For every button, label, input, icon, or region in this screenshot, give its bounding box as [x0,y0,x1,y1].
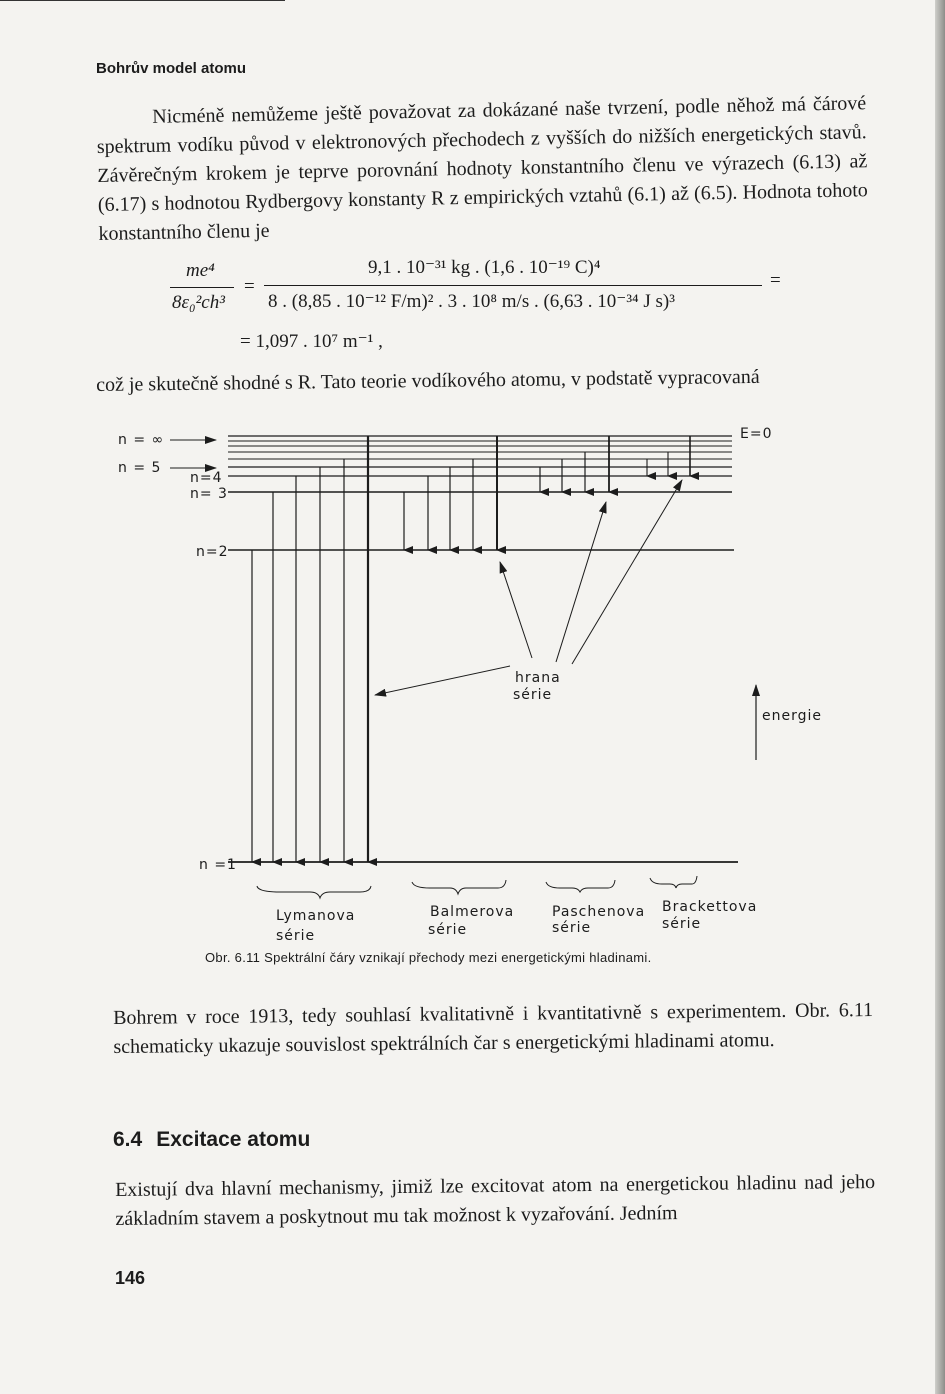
edge-pointer-paschen [556,502,606,662]
label-e-zero: E=0 [740,426,773,442]
formula-rhs-denominator: 8 . (8,85 . 10⁻¹² F/m)² . 3 . 10⁸ m/s . (6,63 . 10⁻³⁴ J s)³ [268,291,675,312]
section-heading [113,1128,310,1152]
label-balmer-suffix: série [428,922,468,938]
formula-lhs-denominator: 8ε₀²ch³ [172,292,225,313]
section-title: Excitace atomu [156,1128,311,1151]
label-brackett-suffix: série [662,916,702,932]
brace-balmer [412,880,506,894]
label-n4: n=4 [190,470,223,486]
edge-pointer-lyman [375,666,510,695]
brace-lyman [257,886,371,898]
paragraph-1: Nicméně nemůžeme ještě považovat za dokázané naše tvrzení, podle něhož má čárové spektrum vodíku původ v elektronových přechodech z vyšších do nižších energetických stavů. Závěrečným krokem je teprve porovnání hodnoty konstantního členu ve výrazech (6.13) až (6.17) s hodnotou Rydbergovy konstanty R z empirických vztahů (6.1) až (6.5). Hodnota tohoto konstantního členu je [96,92,869,245]
section-number: 6.4 [113,1128,143,1151]
label-n5: n = 5 [118,460,162,476]
label-paschen-name: Paschenova [552,904,646,920]
label-n3: n= 3 [190,486,228,502]
label-brackett-name: Brackettova [662,899,758,915]
paragraph-2: což je skutečně shodné s R. Tato teorie vodíkového atomu, v podstatě vypracovaná [96,365,760,396]
formula-lhs-fraction-bar [170,287,234,288]
brace-paschen [546,880,615,892]
brace-brackett [650,876,697,888]
formula-rhs-numerator: 9,1 . 10⁻³¹ kg . (1,6 . 10⁻¹⁹ C)⁴ [368,257,601,278]
edge-pointer-balmer [500,562,532,658]
paragraph-3: Bohrem v roce 1913, tedy souhlasí kvalitativně i kvantitativně s experimentem. Obr. 6.11 schematicky ukazuje souvislost spektrálních čar s energetickými hladinami atomu. [113,999,874,1058]
running-head: Bohrův model atomu [96,60,247,77]
page-number: 146 [115,1268,146,1288]
rydberg-formula [168,252,818,362]
paragraph-4: Existují dva hlavní mechanismy, jimiž lze excitovat atom na energetickou hladinu nad jeho základním stavem a poskytnout mu tak možnost k vyzařování. Jedním [115,1171,876,1230]
label-paschen-suffix: série [552,920,592,936]
label-lyman-name: Lymanova [276,908,356,924]
page-top-rule [0,0,285,1]
label-lyman-suffix: série [276,928,316,944]
label-n1: n =1 [199,857,237,873]
figure-caption: Obr. 6.11 Spektrální čáry vznikají přechody mezi energetickými hladinami. [205,950,652,965]
energy-level-diagram [0,410,945,980]
formula-equals-2: = [770,270,781,291]
label-n2: n=2 [196,544,229,560]
label-series-edge-line2: série [513,687,553,703]
label-balmer-name: Balmerova [430,904,515,920]
label-energy: energie [762,708,822,724]
label-series-edge-line1: hrana [515,670,561,686]
formula-equals-1: = [244,276,255,297]
edge-pointer-brackett [572,480,682,664]
energy-level-svg [0,410,945,980]
formula-result: = 1,097 . 10⁷ m⁻¹ , [240,331,383,352]
label-n-infinity: n = ∞ [118,432,165,448]
formula-lhs-numerator: me⁴ [186,260,215,281]
formula-rhs-fraction-bar [264,285,762,286]
